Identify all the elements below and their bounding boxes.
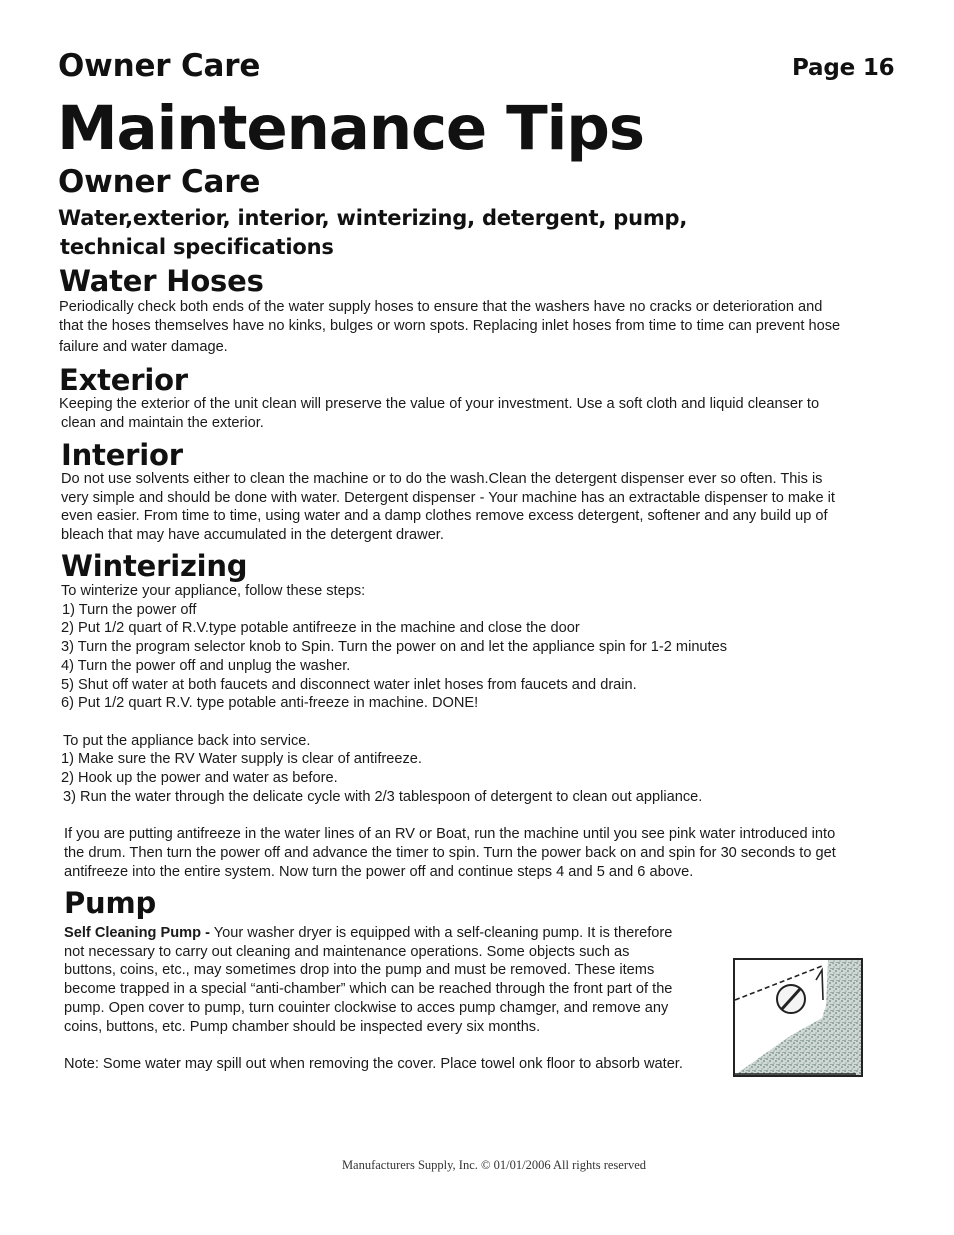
text-line: Periodically check both ends of the water supply hoses to ensure that the washers have no cracks or deterioration and (59, 299, 823, 315)
interior-heading: Interior (61, 438, 183, 472)
subtitle-line: technical specifications (60, 235, 334, 259)
exterior-text (59, 395, 819, 432)
text-line: that the hoses themselves have no kinks, bulges or worn spots. Replacing inlet hoses from time to time can prevent hose (59, 317, 841, 334)
winterizing-steps (61, 582, 836, 881)
footer-copyright: Manufacturers Supply, Inc. © 01/01/2006 All rights reserved (341, 1158, 647, 1172)
water-hoses-heading: Water Hoses (59, 264, 264, 298)
subtitle-line: Water,exterior, interior, winterizing, detergent, pump, (58, 206, 688, 230)
text-line: bleach that may have accumulated in the detergent drawer. (61, 527, 444, 544)
text-line: To winterize your appliance, follow these steps: (61, 583, 366, 599)
text-line: If you are putting antifreeze in the water lines of an RV or Boat, run the machine until you see pink water introduced into (64, 826, 836, 843)
step-item: 6) Put 1/2 quart R.V. type potable anti-freeze in machine. DONE! (61, 695, 479, 712)
winterizing-heading: Winterizing (61, 549, 248, 583)
step-item: 1) Turn the power off (62, 601, 197, 618)
text-line: Do not use solvents either to clean the machine or to do the wash.Clean the detergent dispenser ever so often. This is (61, 471, 823, 487)
text-line: the drum. Then turn the power off and advance the timer to spin. Turn the power back on and spin for 30 seconds to get (64, 844, 836, 861)
pump-text (64, 924, 683, 1074)
pump-lead: Self Cleaning Pump - (64, 925, 210, 941)
step-item: 3) Turn the program selector knob to Spin. Turn the power on and let the appliance spin for 1-2 minutes (61, 639, 728, 656)
step-item: 4) Turn the power off and unplug the washer. (61, 657, 351, 674)
text-line: buttons, coins, etc., may sometimes drop into the pump and must be removed. These items (64, 962, 655, 979)
text-line: Keeping the exterior of the unit clean will preserve the value of your investment. Use a soft cloth and liquid cleanser to (59, 396, 820, 412)
pump-note: Note: Some water may spill out when removing the cover. Place towel onk floor to absorb water. (64, 1055, 683, 1072)
section-label: Owner Care (58, 48, 261, 84)
pump-line-1: Your washer dryer is equipped with a self-cleaning pump. It is therefore (209, 925, 673, 941)
step-item: 1) Make sure the RV Water supply is clear of antifreeze. (61, 751, 422, 768)
text-line: failure and water damage. (59, 339, 228, 356)
pump-heading: Pump (64, 886, 157, 920)
text-line: even easier. From time to time, using water and a damp clothes remove excess detergent, softener and any build up of (61, 508, 828, 525)
text-line: pump. Open cover to pump, turn couinter clockwise to acces pump chamger, and remove any (64, 999, 669, 1016)
exterior-heading: Exterior (59, 363, 188, 397)
step-item: 3) Run the water through the delicate cycle with 2/3 tablespoon of detergent to clean out appliance. (63, 788, 703, 805)
page-number: Page 16 (792, 55, 895, 81)
page-title: Maintenance Tips (57, 93, 644, 164)
text-line: antifreeze into the entire system. Now turn the power off and continue steps 4 and 5 and 6 above. (64, 863, 694, 880)
text-line (64, 924, 683, 943)
interior-text (61, 470, 835, 545)
text-line: not necessary to carry out cleaning and maintenance operations. Some objects such as (64, 943, 630, 960)
step-item: 2) Put 1/2 quart of R.V.type potable antifreeze in the machine and close the door (61, 620, 580, 637)
text-line: To put the appliance back into service. (63, 732, 311, 749)
text-line: very simple and should be done with water. Detergent dispenser - Your machine has an extractable dispenser to make it (61, 489, 835, 506)
subtitle (58, 204, 687, 262)
pump-cover-illustration (730, 956, 868, 1080)
text-line: coins, buttons, etc. Pump chamber should be inspected every six months. (64, 1018, 541, 1035)
step-item: 5) Shut off water at both faucets and disconnect water inlet hoses from faucets and drain. (61, 676, 637, 693)
water-hoses-text (59, 298, 840, 357)
text-line: become trapped in a special “anti-chamber” which can be reached through the front part of the (64, 981, 673, 998)
text-line: clean and maintain the exterior. (61, 414, 264, 431)
subheading: Owner Care (58, 164, 261, 200)
step-item: 2) Hook up the power and water as before. (61, 770, 338, 787)
